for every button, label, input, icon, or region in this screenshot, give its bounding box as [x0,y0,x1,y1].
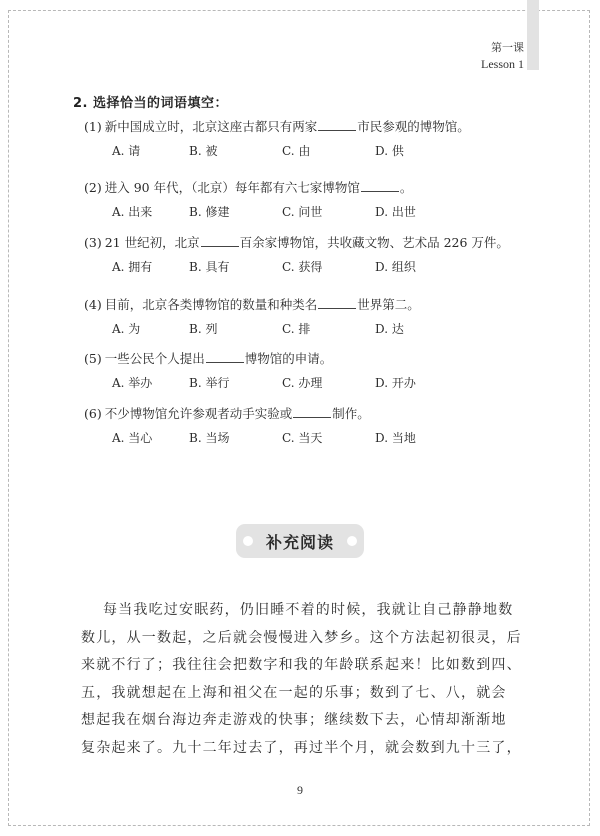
question-number: (4) [84,297,102,312]
option-c: C. 当天 [282,431,323,445]
option-d: D. 供 [375,144,404,158]
options-row [84,320,420,338]
passage-line: 复杂起来了。九十二年过去了，再过半个月，就会数到九十三了， [81,739,522,756]
question-number: (6) [84,406,102,421]
lesson-title-en: Lesson 1 [481,57,524,71]
options-row [84,429,416,447]
option-b: B. 修建 [189,205,230,219]
option-d: D. 当地 [375,431,416,445]
question-number: (5) [84,351,102,366]
stem-after: 制作。 [332,406,370,421]
answer-blank [206,350,244,363]
stem-after: 博物馆的申请。 [244,351,333,366]
answer-blank [201,234,239,247]
stem-before: 目前，北京各类博物馆的数量和种类名 [104,297,318,312]
stem-after: 市民参观的博物馆。 [357,119,470,134]
option-b: B. 举行 [189,376,230,390]
question-stem [84,118,470,136]
question-6 [84,405,416,447]
stem-before: 进入 90 年代，（北京）每年都有六七家博物馆 [104,180,360,195]
question-stem [84,234,509,252]
passage-line: 来就不行了；我往往会把数字和我的年龄联系起来！比如数到四、 [81,657,522,673]
passage-line: 数儿，从一数起，之后就会慢慢进入梦乡。这个方法起初很灵，后 [81,629,522,646]
question-number: (1) [84,119,102,134]
passage-line: 想起我在烟台海边奔走游戏的快事；继续数下去，心情却渐渐地 [81,712,507,728]
question-number: (3) [84,235,102,250]
question-3 [84,234,509,276]
question-stem [84,405,370,423]
exercise-title: 2. 选择恰当的词语填空： [73,96,229,111]
options-row [84,142,470,160]
option-a: A. 拥有 [112,260,153,274]
stem-before: 一些公民个人提出 [104,351,205,366]
answer-blank [318,118,356,131]
lesson-title-cn: 第一课 [491,41,524,54]
reading-passage [81,597,531,762]
option-a: A. 请 [112,144,141,158]
question-1 [84,118,470,160]
question-number: (2) [84,180,102,195]
option-b: B. 被 [189,144,218,158]
answer-blank [361,179,399,192]
options-row [84,374,416,392]
option-d: D. 开办 [375,376,416,390]
answer-blank [293,405,331,418]
option-c: C. 排 [282,322,311,336]
lesson-header [481,39,524,73]
options-row [84,203,416,221]
option-d: D. 达 [375,322,404,336]
option-c: C. 由 [282,144,311,158]
option-c: C. 办理 [282,376,323,390]
option-b: B. 当场 [189,431,230,445]
option-a: A. 当心 [112,431,153,445]
question-stem [84,296,420,314]
option-c: C. 获得 [282,260,323,274]
stem-before: 不少博物馆允许参观者动手实验或 [104,406,293,421]
stem-after: 百余家博物馆，共收藏文物、艺术品 226 万件。 [239,235,509,250]
stem-before: 新中国成立时，北京这座古都只有两家 [104,119,318,134]
option-a: A. 举办 [112,376,153,390]
option-c: C. 问世 [282,205,323,219]
question-2 [84,179,416,221]
supplementary-reading-banner [236,524,364,558]
option-d: D. 组织 [375,260,416,274]
question-stem [84,350,332,368]
banner-title: 补充阅读 [265,532,334,552]
question-stem [84,179,412,197]
option-b: B. 具有 [189,260,230,274]
passage-line: 每当我吃过安眠药，仍旧睡不着的时候，我就让自己静静地数 [103,602,514,618]
page-number: 9 [297,783,303,797]
passage-line: 五，我就想起在上海和祖父在一起的乐事；数到了七、八，就会 [81,684,507,701]
question-5 [84,350,416,392]
banner-dot-right-icon [347,536,357,546]
stem-after: 。 [399,180,413,195]
stem-after: 世界第二。 [357,297,420,312]
option-a: A. 出来 [112,205,153,219]
option-a: A. 为 [112,322,141,336]
option-b: B. 列 [189,322,218,336]
option-d: D. 出世 [375,205,416,219]
side-tab-marker [527,0,539,70]
answer-blank [318,296,356,309]
options-row [84,258,509,276]
stem-before: 21 世纪初，北京 [104,235,200,250]
question-4 [84,296,420,338]
banner-dot-left-icon [243,536,253,546]
